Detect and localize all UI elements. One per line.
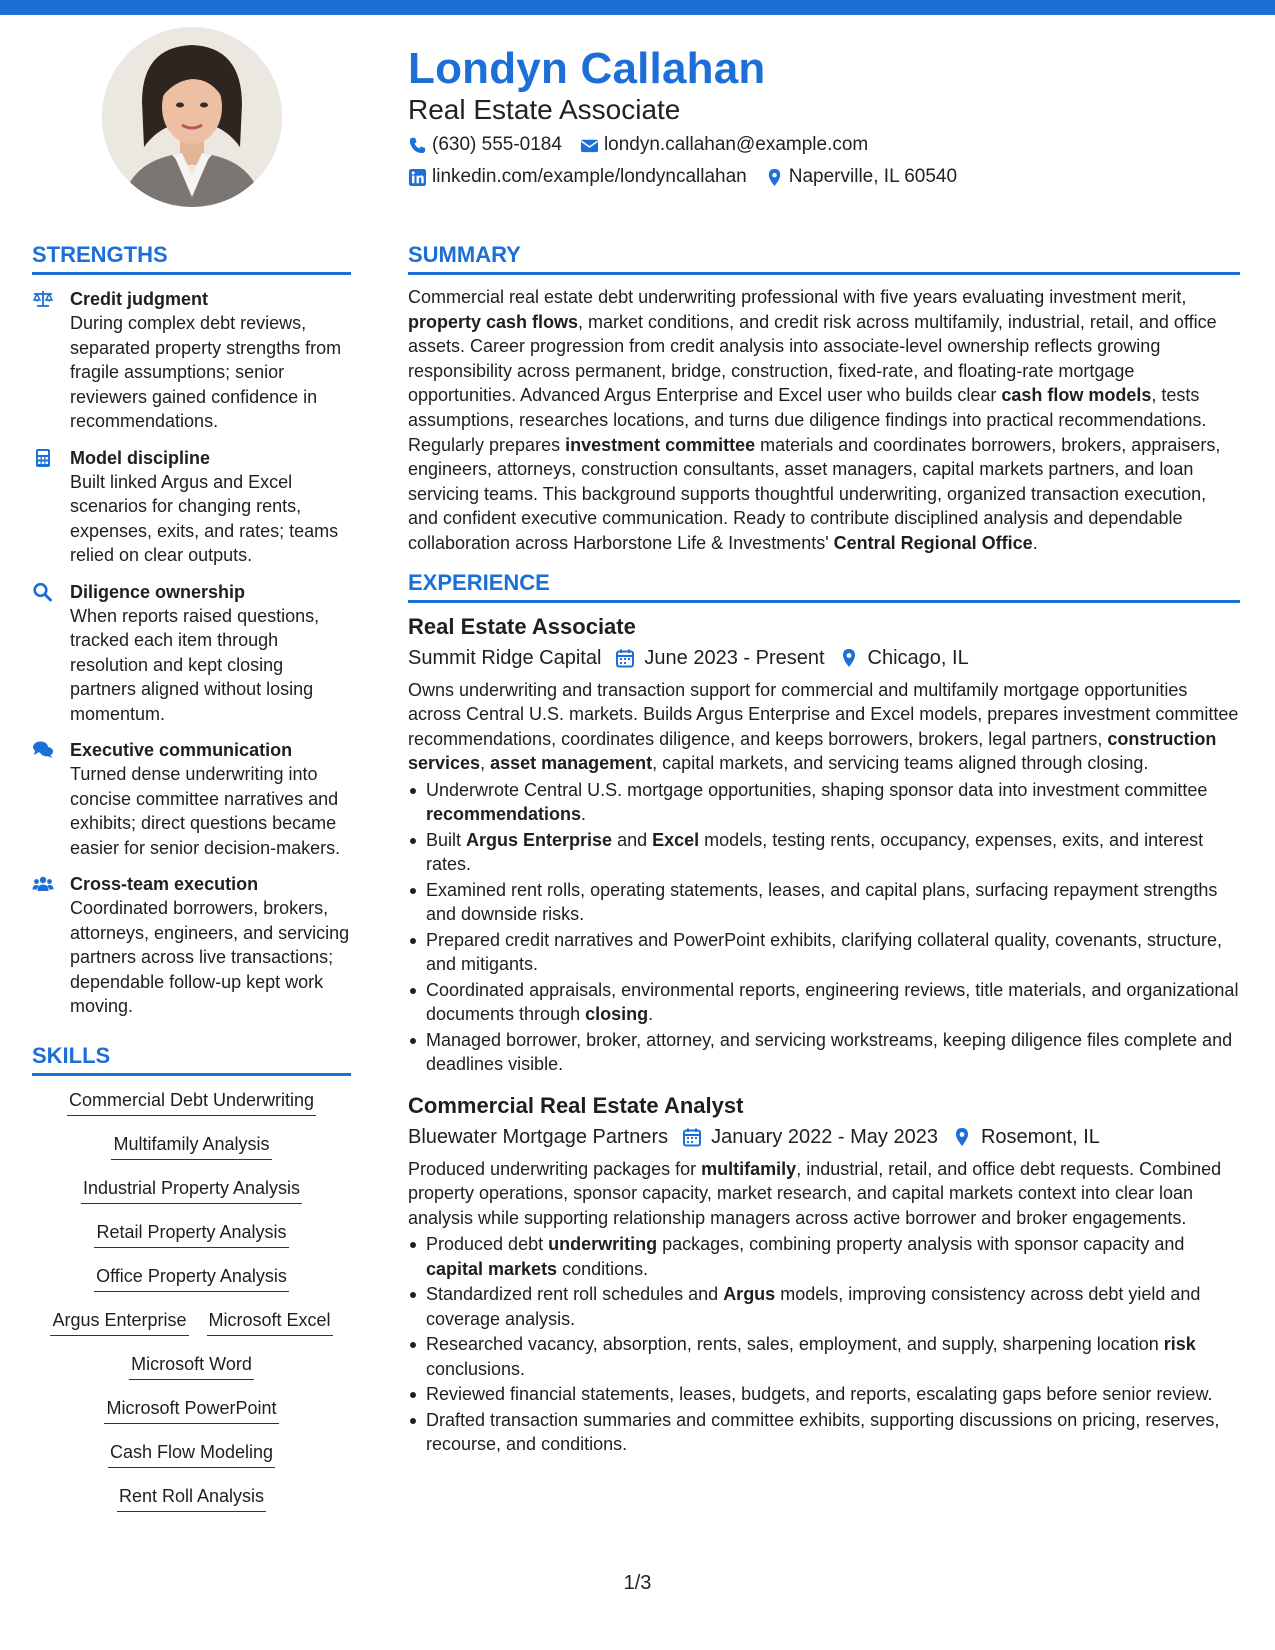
strength-desc: Coordinated borrowers, brokers, attorneys, engineers, and servicing partners across live transactions; dependable follow-up kept work moving. xyxy=(70,898,350,1016)
bold-text: asset management xyxy=(490,753,653,774)
strength-title: Executive communication xyxy=(70,740,293,760)
email-text: londyn.callahan@example.com xyxy=(603,134,869,155)
job-bullet-item: Prepared credit narratives and PowerPoint exhibits, clarifying collateral quality, covenants, structure, and mitigants. xyxy=(408,928,1240,977)
bold-text: property cash flows xyxy=(408,311,579,332)
job-location xyxy=(952,1122,1100,1152)
portrait-illustration xyxy=(102,27,282,207)
job-location xyxy=(839,643,969,673)
bold-text: Argus xyxy=(723,1284,776,1305)
job-meta xyxy=(408,1122,1240,1152)
left-column xyxy=(32,242,351,1528)
job-title: Real Estate Associate xyxy=(408,613,636,639)
strength-title: Credit judgment xyxy=(70,289,208,309)
job-bullet-item: Standardized rent roll schedules and Argus models, improving consistency across debt yield and coverage analysis. xyxy=(408,1282,1240,1331)
job-description: Owns underwriting and transaction support for commercial and multifamily mortgage opportunities across Central U.S. markets. Builds Argus Enterprise and Excel models, prepares investment committee recommendations, coordinates diligence, and keeps borrowers, brokers, legal partners, construction services, asset management, capital markets, and servicing teams aligned through closing. xyxy=(408,679,1239,774)
phone-icon xyxy=(408,136,427,155)
contact-phone[interactable] xyxy=(408,134,562,156)
calendar-icon xyxy=(615,648,635,668)
skill-tag: Cash Flow Modeling xyxy=(108,1440,275,1468)
contact-email[interactable] xyxy=(580,134,868,156)
page-number: 1/3 xyxy=(623,1572,652,1594)
job-bullet-item: Produced debt underwriting packages, combining property analysis with sponsor capacity and capital markets conditions. xyxy=(408,1232,1240,1281)
job-bullet-item: Managed borrower, broker, attorney, and servicing workstreams, keeping diligence files complete and deadlines visible. xyxy=(408,1028,1240,1077)
strength-desc: During complex debt reviews, separated property strengths from fragile assumptions; senior reviewers gained confidence in recommendations. xyxy=(70,313,342,431)
job-bullet-item: Researched vacancy, absorption, rents, sales, employment, and supply, sharpening location risk conclusions. xyxy=(408,1332,1240,1381)
bold-text: Argus Enterprise xyxy=(466,829,613,850)
contact-location xyxy=(765,166,957,188)
job-title: Commercial Real Estate Analyst xyxy=(408,1092,744,1118)
job-bullet-item: Coordinated appraisals, environmental reports, engineering reviews, title materials, and organizational documents through closing. xyxy=(408,978,1240,1027)
job-company: Bluewater Mortgage Partners xyxy=(408,1125,669,1148)
skill-tag: Industrial Property Analysis xyxy=(81,1176,302,1204)
right-column xyxy=(408,242,1240,1458)
job-bullet-item: Drafted transaction summaries and committee exhibits, supporting discussions on pricing, reserves, recourse, and conditions. xyxy=(408,1408,1240,1457)
bold-text: Excel xyxy=(652,829,700,850)
skill-tag: Rent Roll Analysis xyxy=(117,1484,266,1512)
job-meta xyxy=(408,643,1240,673)
candidate-title: Real Estate Associate xyxy=(408,94,681,125)
job-company: Summit Ridge Capital xyxy=(408,646,602,669)
skill-tag: Office Property Analysis xyxy=(94,1264,289,1292)
calculator-icon xyxy=(32,448,54,468)
strength-item xyxy=(32,446,351,568)
job-location-text: Chicago, IL xyxy=(867,646,969,669)
search-icon xyxy=(32,582,54,602)
comments-icon xyxy=(32,740,54,760)
location-text: Naperville, IL 60540 xyxy=(788,166,958,187)
skill-tag: Microsoft PowerPoint xyxy=(104,1396,278,1424)
bold-text: closing xyxy=(585,1004,649,1025)
strengths-list xyxy=(32,287,351,1019)
skill-row xyxy=(99,1440,284,1468)
users-icon xyxy=(32,874,54,894)
job-description: Produced underwriting packages for multifamily, industrial, retail, and office debt requests. Combined property operations, sponsor capacity, market research, and capital markets context into clear loan analysis while supporting relationship managers across active borrower and broker engagements. xyxy=(408,1158,1222,1228)
skill-row xyxy=(108,1484,275,1512)
skill-row xyxy=(41,1308,341,1336)
strength-item xyxy=(32,580,351,727)
contact-row-1 xyxy=(408,134,886,156)
map-pin-icon xyxy=(765,168,784,187)
bold-text: Central Regional Office xyxy=(833,532,1033,553)
map-pin-icon xyxy=(839,648,859,668)
candidate-name: Londyn Callahan xyxy=(408,44,766,93)
strength-desc: Built linked Argus and Excel scenarios for changing rents, expenses, exits, and rates; teams relied on clear outputs. xyxy=(70,471,339,565)
job-bullet-item: Reviewed financial statements, leases, budgets, and reports, escalating gaps before senior review. xyxy=(408,1382,1240,1407)
strength-title: Diligence ownership xyxy=(70,581,246,602)
skill-row xyxy=(58,1088,325,1116)
job-dates-text: January 2022 - May 2023 xyxy=(711,1125,938,1148)
envelope-icon xyxy=(580,136,599,155)
strength-item xyxy=(32,287,351,434)
job-entry xyxy=(408,1091,1240,1457)
calendar-icon xyxy=(682,1127,702,1147)
experience-heading: EXPERIENCE xyxy=(408,570,1240,603)
summary-heading: SUMMARY xyxy=(408,242,1240,275)
skill-tag: Commercial Debt Underwriting xyxy=(67,1088,316,1116)
contact-linkedin[interactable] xyxy=(408,166,747,188)
skill-tag: Microsoft Word xyxy=(129,1352,254,1380)
skill-row xyxy=(120,1352,263,1380)
job-dates-text: June 2023 - Present xyxy=(644,646,825,669)
map-pin-icon xyxy=(952,1127,972,1147)
bold-text: investment committee xyxy=(565,434,756,455)
strength-desc: When reports raised questions, tracked each item through resolution and kept closing partners aligned without losing momentum. xyxy=(70,605,320,724)
strength-title: Model discipline xyxy=(70,447,211,468)
bold-text: capital markets xyxy=(426,1258,558,1279)
strength-title: Cross-team execution xyxy=(70,874,259,894)
skills-list xyxy=(32,1088,351,1528)
bold-text: construction services xyxy=(408,728,1217,774)
job-dates xyxy=(682,1122,938,1152)
skill-tag: Retail Property Analysis xyxy=(94,1220,288,1248)
bold-text: recommendations xyxy=(426,804,582,825)
job-dates xyxy=(615,643,824,673)
bold-text: underwriting xyxy=(548,1234,658,1255)
job-entry xyxy=(408,612,1240,1077)
strength-item xyxy=(32,872,351,1019)
job-bullets xyxy=(408,1232,1240,1457)
linkedin-text: linkedin.com/example/londyncallahan xyxy=(432,166,747,187)
scale-icon xyxy=(32,289,54,309)
summary-text: Commercial real estate debt underwriting professional with five years evaluating investment merit, property cash flows, market conditions, and credit risk across multifamily, industrial, retail, and office assets. Career progression from credit analysis into associate-level ownership reflects growing responsibility across permanent, bridge, construction, fixed-rate, and floating-rate mortgage opportunities. Advanced Argus Enterprise and Excel user who builds clear cash flow models, tests assumptions, researches locations, and turns due diligence findings into practical recommendations. Regularly prepares investment committee materials and coordinates borrowers, brokers, appraisers, engineers, attorneys, construction consultants, asset managers, capital markets partners, and loan servicing teams. This background supports thoughtful underwriting, organized transaction execution, and confident executive communication. Ready to contribute disciplined analysis and dependable collaboration across Harborstone Life & Investments' Central Regional Office. xyxy=(408,287,1221,553)
bold-text: cash flow models xyxy=(1001,385,1152,406)
bold-text: risk xyxy=(1163,1334,1196,1355)
job-bullet-item: Built Argus Enterprise and Excel models, testing rents, occupancy, expenses, exits, and interest rates. xyxy=(408,828,1240,877)
skill-tag: Multifamily Analysis xyxy=(111,1132,271,1160)
skill-row xyxy=(85,1220,297,1248)
phone-text: (630) 555-0184 xyxy=(432,134,562,155)
contact-row-2 xyxy=(408,166,975,188)
job-bullet-item: Underwrote Central U.S. mortgage opportunities, shaping sponsor data into investment committee recommendations. xyxy=(408,778,1240,827)
linkedin-icon xyxy=(408,168,427,187)
skills-heading: SKILLS xyxy=(32,1043,351,1076)
profile-photo xyxy=(102,27,282,207)
skill-row xyxy=(102,1132,280,1160)
job-bullets xyxy=(408,778,1240,1077)
job-location-text: Rosemont, IL xyxy=(980,1125,1100,1148)
job-bullet-item: Examined rent rolls, operating statements, leases, and capital plans, surfacing repayment strengths and downside risks. xyxy=(408,878,1240,927)
top-accent-bar xyxy=(0,0,1275,15)
strengths-heading: STRENGTHS xyxy=(32,242,351,275)
bold-text: multifamily xyxy=(701,1158,797,1179)
skill-row xyxy=(85,1264,298,1292)
skill-tag: Microsoft Excel xyxy=(207,1308,333,1336)
strength-item xyxy=(32,738,351,860)
skill-row xyxy=(95,1396,287,1424)
skill-row xyxy=(72,1176,311,1204)
skill-tag: Argus Enterprise xyxy=(50,1308,188,1336)
strength-desc: Turned dense underwriting into concise committee narratives and exhibits; direct questions became easier for senior decision-makers. xyxy=(70,764,341,858)
